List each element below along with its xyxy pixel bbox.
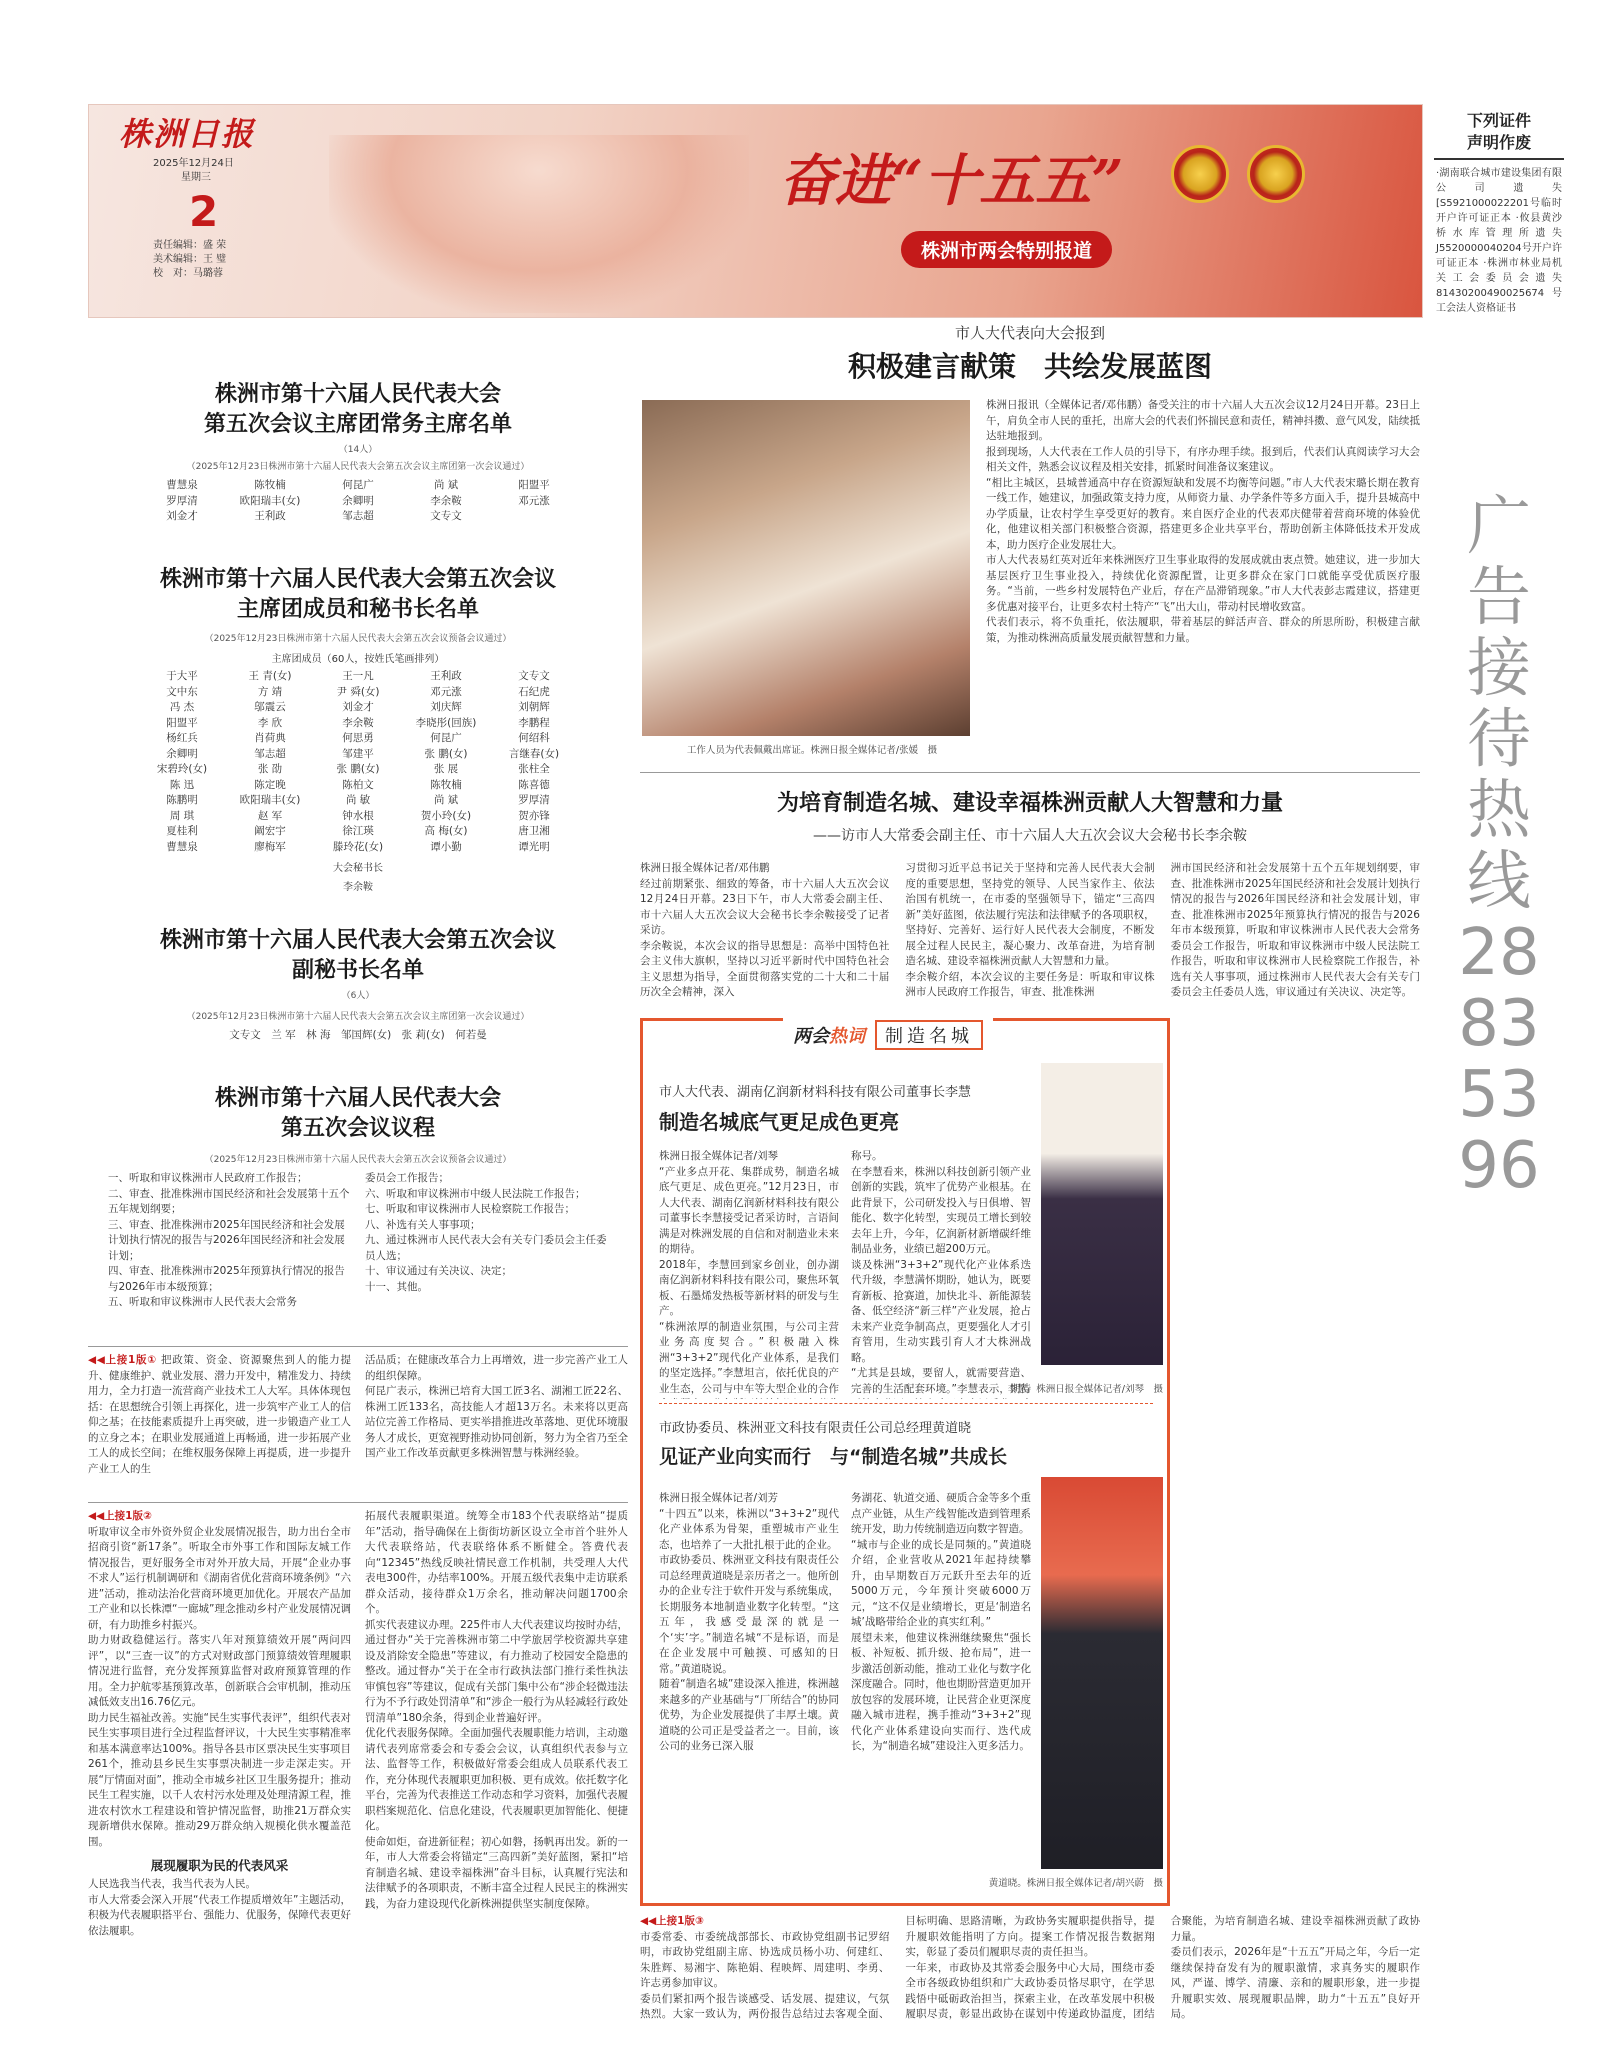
count-text: （14人）	[338, 445, 378, 455]
name-cell: 尹 舜(女)	[336, 685, 380, 698]
name-cell: 文专文	[518, 670, 550, 682]
slogan-title: 奋进“十五五”	[779, 148, 1124, 214]
presidium-subtitle: 主席团成员（60人，按姓氏笔画排列）	[271, 654, 445, 665]
name-cell: 贺小玲(女)	[420, 809, 472, 822]
name-list	[88, 478, 628, 525]
name-cell: 邬震云	[254, 701, 286, 713]
agenda-section	[88, 1084, 628, 1311]
special-report-badge: 株洲市两会特别报道	[901, 231, 1112, 268]
name-list: 文专文 兰 军 林 海 邹国辉(女) 张 莉(女) 何若曼	[229, 1029, 487, 1041]
portrait-photo	[1041, 1477, 1163, 1869]
name-cell: 尚 斌	[433, 479, 459, 491]
editor-line: 校 对：马璐蓉	[153, 268, 223, 279]
name-cell: 余卿明	[166, 747, 198, 760]
name-cell: 曹慧泉	[166, 840, 198, 853]
ad-column	[1434, 104, 1564, 2024]
name-cell: 何思勇	[342, 732, 374, 744]
agenda-column: 一、听取和审议株洲市人民政府工作报告； 二、审查、批准株洲市国民经济和社会发展第十五个五年规划纲要； 三、审查、批准株洲市2025年国民经济和社会发展计划执行情况的报告与2026年国民经济和社会发展计划； 四、审查、批准株洲市2025年预算执行情况的报告与2026年市本级预算； 五、听取和审议株洲市人民代表大会常务	[108, 1172, 350, 1308]
tag-word: 两会	[793, 1026, 829, 1047]
name-cell: 石纪虎	[518, 685, 550, 698]
name-cell: 王一凡	[342, 670, 374, 682]
name-cell: 宋碧玲(女)	[156, 763, 208, 775]
profile-article-2-body	[659, 1491, 1031, 1891]
article-column	[88, 1509, 351, 1850]
name-cell: 尚 敏	[345, 794, 371, 806]
presidium-section	[88, 565, 628, 893]
story-kicker: 市人大代表向大会报到	[954, 324, 1105, 342]
name-cell: 何绍科	[518, 732, 550, 744]
name-cell: 杨红兵	[166, 732, 198, 744]
name-cell: 刘朝辉	[518, 701, 550, 713]
section-title: 主席团成员和秘书长名单	[236, 597, 479, 622]
name-cell: 王利政	[430, 670, 462, 682]
article-text: 把政策、资金、资源聚焦到人的能力提升、健康维护、就业发展、潜力开发中，精准发力、持续用力，全力打造一流营商产业技术工人大军。具体体现包括：在思想统合引领上再探化，进一步筑牢产业工人的信仰之基；在技能素质提升上再突破，进一步锻造产业工人的立身之本；在职业发展通道上再畅通，进一步拓展产业工人的成长空间；在维权服务保障上再提质，进一步提升产业工人的生	[88, 1354, 351, 1475]
name-cell: 谭光明	[518, 840, 550, 853]
article-column: 目标明确、思路清晰，为政协务实履职提供指导，提升履职效能指明了方向。提案工作情况报告数据翔实，彰显了委员们履职尽责的责任担当。 一年来，市政协及其常委会服务中心大局，围绕市委全市各级政协组织和广大政协委员恪尽职守，在学思践悟中砥砺政治担当，探索主业，在改革发展中积极履职尽责，彰显出政协在谋划中传递政协温度，团结	[905, 1915, 1155, 2020]
article-column	[88, 1353, 351, 1477]
name-cell	[490, 509, 578, 525]
name-cell: 余卿明	[342, 494, 374, 507]
name-cell: 廖梅军	[254, 840, 286, 853]
top-story	[640, 318, 1420, 387]
photo-caption: 黄道晓。株洲日报全媒体记者/胡兴蔚 摄	[988, 1878, 1163, 1889]
name-cell: 冯 杰	[169, 701, 195, 713]
name-cell: 张柱全	[518, 763, 550, 775]
count-text: （6人）	[341, 991, 375, 1001]
article-kicker: 市政协委员、株洲亚文科技有限责任公司总经理黄道晓	[659, 1421, 972, 1436]
article-column: 株洲日报全媒体记者/刘琴 “产业多点开花、集群成势，制造名城底气更足、成色更亮。”12月23日，市人大代表、湖南亿润新材料科技有限公司董事长李慧接受记者采访时，言语间满是对株洲发展的自信和对制造业未来的期待。 2018年，李慧回到家乡创业，创办湖南亿润新材料科技有限公司，聚焦环氧板、石墨烯发热板等新材料的研发与生产。 “株洲浓厚的制造业氛围，与公司主营业务高度契合。”积极融入株洲“3+3+2”现代化产业体系，是我们的坚定选择。”李慧坦言，依托优良的产业生态，公司与中车等大型企业的合作	[659, 1150, 839, 1395]
name-cell: 徐江瑛	[342, 825, 374, 837]
subhead: 展现履职为民的代表风采	[150, 1858, 289, 1873]
name-cell: 夏桂利	[166, 825, 198, 837]
name-cell: 邹建平	[342, 747, 374, 760]
article-column: 务湖花、轨道交通、硬质合金等多个重点产业链，从生产线智能改造到管理系统开发，助力传统制造迈向数字智造。 “城市与企业的成长是同频的。”黄道晓介绍，企业营收从2021年起持续攀升，由早期数百万元跃升至去年的近5000万元，今年预计突破6000万元，“这不仅是业绩增长，更是‘制造名城’战略带给企业的真实红利。” 展望未来，他建议株洲继续聚焦“强长板、补短板、抓升级、抢布局”，进一步激活创新动能，推动工业化与数字化深度融合。同时，他也期盼营造更加开放包容的发展环境，让民营企业更深度融入城市进程，携手推动“3+3+2”现代化产业体系建设向实而行、迭代成长，为“制造名城”建设注入更多活力。	[851, 1492, 1031, 1752]
name-cell: 言继春(女)	[508, 747, 560, 760]
profile-article-1-body	[659, 1149, 1031, 1399]
story-body: 株洲日报讯（全媒体记者/邓伟鹏）备受关注的市十六届人大五次会议12月24日开幕。23日上午，肩负全市人民的重托，出席大会的代表们怀揣民意和责任，精神抖擞、意气风发，陆续抵达驻地报到。 报到现场，人大代表在工作人员的引导下，有序办理手续。报到后，代表们认真阅读学习大会相关文件，熟悉会议议程及相关安排，抓紧时间准备议案建议。 “相比主城区，县城普通高中存在资源短缺和发展不均衡等问题。”市人大代表宋璐长期在教育一线工作，她建议，加强政策支持力度，从师资力量、办学条件等多方面入手，提升县城高中办学质量，让农村学生享受更好的教育。来自医疗企业的代表邓庆健带着营商环境的体验优化，他建议相关部门积极整合资源，搭建更多企业共享平台，帮助创新主体降低技术开发成本，助力医疗企业发展壮大。 市人大代表易红英对近年来株洲医疗卫生事业取得的发展成就由衷点赞。她建议，进一步加大基层医疗卫生事业投入，持续优化资源配置，让更多群众在家门口就能享受优质医疗服务。“当前，一些乡村发展特色产业后，存在产品滞销现象。”市人大代表彭志霞建议，搭建更多优惠对接平台，让更多农村土特产“飞”出大山，带动村民增收致富。 代表们表示，将不负重托，依法履职，带着基层的鲜活声音、群众的所思所盼，积极建言献策，为推动株洲高质量发展贡献智慧和力量。	[986, 399, 1420, 644]
name-cell: 文专文	[430, 510, 462, 522]
name-cell: 陈牧楠	[430, 778, 462, 791]
name-cell: 周 琪	[169, 809, 195, 822]
continued-marker: ◀◀上接1版①	[88, 1354, 157, 1366]
name-cell: 何昆广	[342, 479, 374, 491]
name-cell: 欧阳瑞丰(女)	[239, 494, 301, 507]
cppcc-emblem-icon	[1247, 145, 1305, 203]
name-cell: 张 展	[433, 763, 459, 775]
section-title: 第五次会议主席团常务主席名单	[203, 412, 512, 437]
name-cell: 唐卫湘	[518, 825, 550, 837]
issue-date	[153, 157, 234, 185]
name-cell: 邓元涨	[518, 494, 550, 507]
name-cell: 张 鹏(女)	[336, 763, 380, 775]
name-cell: 张 鹏(女)	[424, 747, 468, 760]
section-title: 株洲市第十六届人民代表大会	[214, 1086, 501, 1111]
editor-line: 美术编辑：王 璧	[153, 254, 227, 265]
secretary-general-label: 大会秘书长	[333, 863, 383, 874]
photo-caption: 李慧。株洲日报全媒体记者/刘琴 摄	[1007, 1384, 1163, 1395]
name-cell: 罗厚清	[518, 794, 550, 806]
deputy-secretaries-section	[88, 926, 628, 1044]
ad-notice-header: 下列证件 声明作废	[1434, 104, 1564, 160]
name-cell: 李晓彤(回族)	[415, 716, 477, 729]
article-headline: 制造名城底气更足成色更亮	[659, 1110, 899, 1134]
hot-topic-box	[640, 1018, 1170, 1906]
hot-topic-tag	[783, 1018, 993, 1052]
portrait-photo	[1041, 1063, 1163, 1365]
approval-note: （2025年12月23日株洲市第十六届人民代表大会第五次会议主席团第一次会议通过）	[186, 462, 530, 472]
tag-word: 热词	[829, 1026, 865, 1047]
newspaper-logo: 株洲日报	[119, 115, 256, 153]
section-title: 株洲市第十六届人民代表大会	[214, 382, 501, 407]
approval-note: （2025年12月23日株洲市第十六届人民代表大会第五次会议预备会议通过）	[204, 1155, 512, 1165]
article-column: 合聚能，为培育制造名城、建设幸福株洲贡献了政协力量。 委员们表示，2026年是“十五五”开局之年，今后一定继续保持奋发有为的履职激情，求真务实的履职作风，严谨、博学、清廉、亲和的履职形象，进一步提升履职实效、展现履职品牌，助力“十五五”良好开局。	[1170, 1915, 1420, 2020]
approval-note: （2025年12月23日株洲市第十六届人民代表大会第五次会议预备会议通过）	[204, 634, 512, 644]
name-cell: 谭小勤	[430, 840, 462, 853]
name-cell: 陈柏文	[342, 778, 374, 791]
name-cell: 尚 斌	[433, 794, 459, 806]
masthead	[88, 104, 1423, 318]
section-title: 株洲市第十六届人民代表大会第五次会议	[159, 567, 556, 592]
ad-notice-items: ·湖南联合城市建设集团有限公司遗失[S5921000022201号临时开户许可证正本 ·攸县黄沙桥水库管理所遗失J5520000040204号开户许可证正本 ·株洲市林业局机关工会委员会遗失81430200490025674号工会法人资格证书	[1436, 168, 1562, 314]
story-headline: 积极建言献策 共绘发展蓝图	[847, 350, 1212, 383]
name-cell: 刘金才	[166, 510, 198, 522]
name-cell: 曹慧泉	[166, 479, 198, 491]
ad-hotline: 广告接待热线28835396	[1458, 490, 1540, 1203]
divider	[659, 1403, 1153, 1404]
section-title: 株洲市第十六届人民代表大会第五次会议	[159, 928, 556, 953]
name-cell: 于大平	[166, 670, 198, 682]
editor-line: 责任编辑：盛 荣	[153, 240, 227, 251]
article-column	[640, 1914, 889, 2024]
name-list	[88, 669, 628, 855]
name-cell: 陈鹏明	[166, 794, 198, 806]
national-emblem-icon	[1171, 145, 1229, 203]
name-cell: 罗厚清	[166, 494, 198, 507]
continued-article-1	[88, 1346, 628, 1496]
article-column: 株洲日报全媒体记者/邓伟鹏 经过前期紧张、细致的筹备，市十六届人大五次会议12月24日开幕。23日下午，市人大常委会副主任、市十六届人大五次会议大会秘书长李余鞍接受了记者采访。 李余鞍说，本次会议的指导思想是：高举中国特色社会主义伟大旗帜，坚持以习近平新时代中国特色社会主义思想为指导，全面贯彻落实党的二十大和二十届历次全会精神，深入	[640, 862, 890, 998]
name-cell: 邹志超	[254, 747, 286, 760]
name-cell: 刘金才	[342, 701, 374, 713]
tag-topic: 制造名城	[875, 1020, 983, 1050]
photo-badge-pinning	[642, 400, 970, 736]
name-cell: 李余鞍	[342, 716, 374, 729]
name-cell: 阳盟平	[166, 716, 198, 729]
weekday-text: 星期三	[181, 172, 211, 183]
article-column: 洲市国民经济和社会发展第十五个五年规划纲要，审查、批准株洲市2025年国民经济和社会发展计划执行情况的报告与2026年国民经济和社会发展计划，审查、批准株洲市2025年预算执行情况的报告与2026年市本级预算，听取和审议株洲市人民代表大会常务委员会工作报告，听取和审议株洲市中级人民法院工作报告，听取和审议株洲市人民检察院工作报告，补选有关人事事项，通过株洲市人民代表大会有关专门委员会主任委员人选，审议通过有关决议、决定等。	[1170, 862, 1420, 998]
editor-credits	[153, 239, 226, 281]
profile-article-2	[659, 1417, 1159, 1469]
name-cell: 李 欣	[257, 716, 283, 729]
name-cell: 阚宏宇	[254, 825, 286, 837]
standing-chairs-section	[88, 380, 628, 525]
name-cell: 钟水根	[342, 809, 374, 822]
name-cell: 陈喜德	[518, 778, 550, 791]
name-cell: 陈牧楠	[254, 479, 286, 491]
agenda-column: 委员会工作报告； 六、听取和审议株洲市中级人民法院工作报告； 七、听取和审议株洲市人民检察院工作报告； 八、补选有关人事事项； 九、通过株洲市人民代表大会有关专门委员会主任委员人选； 十、审议通过有关决议、决定； 十一、其他。	[365, 1172, 607, 1293]
secretary-general-name: 李余鞍	[343, 882, 373, 893]
name-cell: 王利政	[254, 510, 286, 522]
name-cell: 高 梅(女)	[424, 825, 468, 837]
article-column: 株洲日报全媒体记者/刘芳 “十四五”以来，株洲以“3+3+2”现代化产业体系为骨架，重塑城市产业生态，也培养了一大批扎根于此的企业。 市政协委员、株洲亚文科技有限责任公司总经理黄道晓是亲历者之一。他所创办的企业专注于软件开发与系统集成，长期服务本地制造业数字化转型。“这五年，我感受最深的就是一个‘实’字。”制造名城“不是标语，而是在企业发展中可触摸、可感知的日常。”黄道晓说。 随着“制造名城”建设深入推进，株洲越来越多的产业基础与“厂所结合”的协同优势，为企业发展提供了丰厚土壤。黄道晓的公司正是受益者之一。目前，该公司的业务已深入服	[659, 1492, 839, 1752]
name-cell: 张 劭	[257, 763, 283, 775]
photo-caption: 工作人员为代表佩戴出席证。株洲日报全媒体记者/张媛 摄	[686, 745, 938, 756]
page-number: 2	[189, 187, 219, 236]
article-kicker: 市人大代表、湖南亿润新材料科技有限公司董事长李慧	[659, 1085, 972, 1100]
article-column: 活品质；在健康改革合力上再增效，进一步完善产业工人的组织保障。 何昆广表示，株洲已培育大国工匠3名、湖湘工匠22名、株洲工匠133名，高技能人才超13万名。未来将以更高站位完善工作格局、更实举措推进改革落地、更优环境服务人才成长，更宽视野推动协同创新，努力为全省乃至全国产业工作改革贡献更多株洲智慧与株洲经验。	[365, 1354, 628, 1459]
name-cell: 阳盟平	[518, 479, 550, 491]
name-cell: 邓元涨	[430, 685, 462, 698]
name-cell: 肖荷典	[254, 732, 286, 744]
continued-article-3	[640, 1914, 1420, 2024]
article-text: 市委常委、市委统战部部长、市政协党组副书记罗绍明，市政协党组副主席、协选成员杨小功、何建红、朱胜辉、易湘宇、陈艳娟、程映辉、周建明、李勇、许志勇参加审议。 委员们紧扣两个报告谈感受、话发展、提建议，气氛热烈。大家一致认为，两份报告总结过去客观全面、	[640, 1930, 890, 2020]
interview-headline: 为培育制造名城、建设幸福株洲贡献人大智慧和力量	[776, 791, 1283, 816]
name-cell: 欧阳瑞丰(女)	[239, 794, 301, 806]
interview-subheadline: ——访市人大常委会副主任、市十六届人大五次会议大会秘书长李余鞍	[813, 828, 1247, 844]
continued-marker: ◀◀上接1版②	[88, 1510, 152, 1522]
name-cell: 李余鞍	[430, 494, 462, 507]
name-cell: 李鹏程	[518, 716, 550, 729]
article-text: 人民选我当代表，我当代表为人民。 市人大常委会深入开展“代表工作提质增效年”主题活动，积极为代表履职搭平台、强能力、优服务，保障代表更好依法履职。	[88, 1878, 351, 1937]
name-cell: 贺亦锋	[518, 809, 550, 822]
name-cell: 赵 军	[257, 809, 283, 822]
approval-note: （2025年12月23日株洲市第十六届人民代表大会第五次会议主席团第一次会议通过）	[186, 1012, 530, 1022]
article-headline: 见证产业向实而行 与“制造名城”共成长	[659, 1446, 1007, 1468]
name-cell: 刘庆辉	[430, 701, 462, 713]
article-column: 称号。 在李慧看来，株洲以科技创新引领产业创新的实践，筑牢了优势产业根基。在此背景下，公司研发投入与日俱增、智能化、数字化转型，实现员工增长到较去年上升，今年，亿润新材新增碳纤维制品业务，业绩已超200万元。 谈及株洲“3+3+2”现代化产业体系迭代升级，李慧满怀期盼，她认为，既要育新板、抢赛道，加快北斗、新能源装备、低空经济“新三样”产业发展，抢占未来产业竞争制高点，更要强化人才引育管用，生动实践引育人才大株洲战略。 “尤其是县域，要留人，就需要营造、完善的生活配套环境。”李慧表示，期待	[851, 1150, 1031, 1395]
section-title: 副秘书长名单	[291, 958, 424, 983]
name-cell: 邹志超	[342, 510, 374, 522]
name-cell: 文中东	[166, 685, 198, 698]
section-title: 第五次会议议程	[280, 1116, 435, 1141]
continued-marker: ◀◀上接1版③	[640, 1915, 704, 1927]
name-cell: 方 靖	[257, 685, 283, 698]
article-column: 习贯彻习近平总书记关于坚持和完善人民代表大会制度的重要思想，坚持党的领导、人民当家作主、依法治国有机统一，在市委的坚强领导下，锚定“三高四新”美好蓝图，依法履行宪法和法律赋予的各项职权，坚持好、完善好、运行好人民代表大会制度，不断发展全过程人民民主，凝心聚力、改革奋进，为培育制造名城、建设幸福株洲贡献人大智慧和力量。 李余鞍介绍，本次会议的主要任务是：听取和审议株洲市人民政府工作报告，审查、批准株洲	[905, 862, 1155, 998]
name-cell: 王 青(女)	[248, 670, 292, 682]
hall-graphic	[329, 135, 749, 313]
name-cell: 滕玲花(女)	[332, 840, 384, 853]
continued-article-2	[88, 1502, 628, 2022]
article-column: 拓展代表履职渠道。统筹全市183个代表联络站“提质年”活动，指导确保在上街街坊新区设立全市首个驻外人大代表联络站，代表联络体系不断健全。答费代表向“12345”热线反映社情民意工作机制，共受理人大代表电300件，办结率100%。开展五级代表集中走访联系群众活动，接待群众1万余名，推动解决问题1700余个。 抓实代表建议办理。225件市人大代表建议均按时办结，通过督办“关于完善株洲市第二中学旅居学校资源共享建设及消除安全隐患”等建议，有力推动了校园安全隐患的整改。通过督办“关于在全市行政执法部门推行柔性执法审慎包容”等建议，促成有关部门集中公布“涉企轻微违法行为不予行政处罚清单”和“涉企一般行为从轻减轻行政处罚清单”180余条，得到企业普遍好评。 优化代表服务保障。全面加强代表履职能力培训，主动邀请代表列席常委会和专委会会议，认真组织代表参与立法、监督等工作，积极做好常委会组成人员联系代表工作，充分体现代表履职更加积极、更有成效。依托数字化平台，完善为代表推送工作动态和学习资料，加强代表履职档案规范化、信息化建设，代表履职更加智能化、便捷化。 使命如炬，奋进新征程；初心如磐，扬帆再出发。新的一年，市人大常委会将锚定“三高四新”美好蓝图，紧扣“培育制造名城、建设幸福株洲”奋斗目标，认真履行宪法和法律赋予的各项职责，不断丰富全过程人民民主的株洲实践，为奋力建设现代化新株洲提供坚实制度保障。	[365, 1510, 628, 1910]
date-text: 2025年12月24日	[153, 158, 234, 169]
name-cell: 陈定晚	[254, 778, 286, 791]
name-cell: 何昆广	[430, 732, 462, 744]
interview-article	[640, 772, 1420, 1017]
name-cell: 陈 迅	[169, 778, 195, 791]
article-text: 听取审议全市外资外贸企业发展情况报告，助力出台全市招商引资“新17条”。听取全市外事工作和国际友城工作情况报告，更好服务全市对外开放大局，开展“企业办事不求人”运行机制调研和《湖南省优化营商环境条例》“六进”活动，推动法治化营商环境更加优化。开展农产品加工产业和以长株潭“一廊城”理念推动乡村产业发展情况调研，有力助推乡村振兴。 助力财政稳健运行。落实八年对预算绩效开展“两问四评”，以“三查一议”的方式对财政部门预算绩效管理履职情况进行监督，充分发挥预算监督对政府预算管理的作用。全力护航零基预算改革，创新联合会审机制，推动压减低效支出16.76亿元。 助力民生福祉改善。实施“民生实事代表评”，组织代表对民生实事项目进行全过程监督评议，十大民生实事精准率和基本满意率达100%。指导各县市区票决民生实事项目261个，推动县乡民生实事票决制进一步走深走实。开展“厅情面对面”，推动全市城乡社区卫生服务提升；推动民生工程实施，以千人农村污水处理及处理清源工程，推进农村饮水工程建设和管护情况监督，助推21万群众实现新增供水保障。推动29万群众纳入规模化供水覆盖范围。	[88, 1525, 351, 1848]
